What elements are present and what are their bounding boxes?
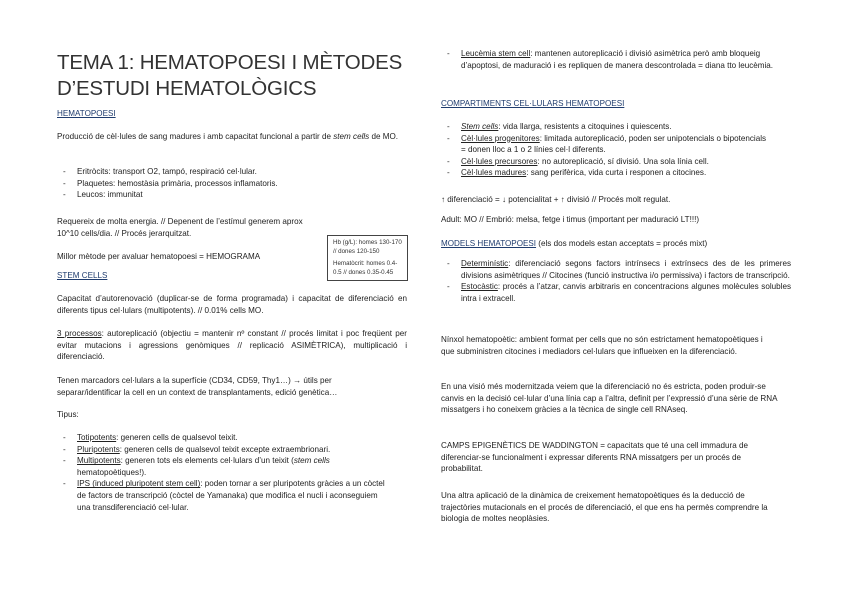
list-item: - Stem cells: vida llarga, resistents a citoquines i quiescents. xyxy=(441,121,771,133)
types-list xyxy=(57,432,387,513)
list-item: - IPS (induced pluripotent stem cell): poden tornar a ser pluripotents gràcies a un còctel de factors de transcripció (còctel de Yamanaka) que modifica el nucli i aconseguiem una transdiferenciació cel·lular. xyxy=(57,478,387,513)
list-item: - Eritròcits: transport O2, tampó, respiració cel·lular. xyxy=(57,166,357,178)
page-title xyxy=(57,50,417,102)
title-line-2: D’ESTUDI HEMATOLÒGICS xyxy=(57,77,317,100)
processes-paragraph: 3 processos: autoreplicació (objectiu = mantenir nº constant // procés limitat i poc freqüent per evitar mutacions i agressions genòmiques // replicació ASIMÈTRICA), multiplicació i diferenciació. xyxy=(57,329,407,362)
hemogram-reference-box xyxy=(327,235,408,281)
list-item: - Totipotents: generen cells de qualsevol teixit. xyxy=(57,432,387,444)
list-item: - Leucos: immunitat xyxy=(57,189,357,201)
differentiation-line: ↑ diferenciació = ↓ potencialitat + ↑ divisió // Procés molt regulat. xyxy=(441,195,671,204)
types-label: Tipus: xyxy=(57,410,79,419)
single-cell-paragraph: En una visió més modernitzada veiem que la diferenciació no és estricta, poden produir-se canvis en la decisió cel·lular d’una línia cap a l’altra, definit per l’expressió d’una sèrie de RNA missatgers i ho coneixem gràcies a la tècnica de single cell RNAseq. xyxy=(441,382,778,415)
list-item: - Leucèmia stem cell: mantenen autoreplicació i divisió asimètrica però amb bloqueig d’apoptosi, de maduració i es repliquen de manera descontrolada = diana tto leucèmia. xyxy=(441,48,791,71)
list-item: - Cèl·lules precursores: no autoreplicació, sí divisió. Una sola línia cell. xyxy=(441,156,771,168)
cell-types-list xyxy=(57,166,357,201)
energy-paragraph: Requereix de molta energia. // Depenent de l’estímul generem aprox 10^10 cells/dia. // Procés jerarquitzat. xyxy=(57,217,303,238)
list-item: - Determinístic: diferenciació segons factors intrínsecs i extrínsecs des de les primeres divisions asimètriques // Citocines (funció instructiva i/o permissiva) i factors de transcripció. xyxy=(441,258,791,281)
list-item: - Pluripotents: generen cells de qualsevol teixit excepte extraembrionari. xyxy=(57,444,387,456)
markers-paragraph: Tenen marcadors cel·lulars a la superfície (CD34, CD59, Thy1…) → útils per separar/identificar la cell en un context de transplantaments, edició genètica… xyxy=(57,376,338,397)
list-item: - Cèl·lules madures: sang perifèrica, vida curta i responen a citocines. xyxy=(441,167,771,179)
location-line: Adult: MO // Embrió: melsa, fetge i timus (important per maduració LT!!!) xyxy=(441,215,700,224)
leukemia-list xyxy=(441,48,791,71)
compartments-heading: COMPARTIMENTS CEL·LULARS HEMATOPOESI xyxy=(441,99,625,108)
list-item: - Estocàstic: procés a l’atzar, canvis arbitraris en concentracions algunes molècules solubles intra i extracell. xyxy=(441,281,791,304)
compartments-list xyxy=(441,121,771,179)
stem-cells-paragraph: Capacitat d’autorenovació (duplicar-se de forma programada) i capacitat de diferenciació en diferents tipus cel·lulars (multipotents). // 0.01% cells MO. xyxy=(57,294,407,315)
intro-paragraph: Producció de cèl·lules de sang madures i amb capacitat funcional a partir de stem cells de MO. xyxy=(57,132,399,141)
list-item: - Plaquetes: hemostàsia primària, processos inflamatoris. xyxy=(57,178,357,190)
neoplasia-paragraph: Una altra aplicació de la dinàmica de creixement hematopoètiques és la deducció de trajectòries mutacionals en el procés de diferenciació, el que ens ha permès comprendre la biologia de moltes neoplàsies. xyxy=(441,491,768,524)
waddington-paragraph: CAMPS EPIGENÈTICS DE WADDINGTON = capacitats que té una cell immadura de diferenciar-se funcionalment i expressar diferents RNA missatgers per un procés de probabilitat. xyxy=(441,441,748,474)
stem-cells-heading: STEM CELLS xyxy=(57,271,108,280)
hemograma-line: Millor mètode per avaluar hematopoesi = HEMOGRAMA xyxy=(57,252,261,261)
title-line-1: TEMA 1: HEMATOPOESI I MÈTODES xyxy=(57,51,403,74)
list-item: - Cèl·lules progenitores: limitada autoreplicació, poden ser unipotencials o bipotencials = donen lloc a 1 o 2 línies cel·l diferents. xyxy=(441,133,771,156)
hb-reference: Hb (g/L): homes 130-170 // dones 120-150 xyxy=(333,239,402,255)
models-heading: MODELS HEMATOPOESI (els dos models estan acceptats = procés mixt) xyxy=(441,239,708,248)
list-item: - Multipotents: generen tots els elements cel·lulars d’un teixit (stem cells hematopoètiques!). xyxy=(57,455,387,478)
hematocrit-reference: Hematòcrit: homes 0.4-0.5 // dones 0.35-0.45 xyxy=(333,260,398,276)
niche-paragraph: Nínxol hematopoètic: ambient format per cells que no són estrictament hematopoètiques i que subministren citocines i mediadors cel·lulars que influeixen en la diferenciació. xyxy=(441,335,763,356)
hematopoesi-heading: HEMATOPOESI xyxy=(57,109,116,118)
models-list xyxy=(441,258,791,304)
